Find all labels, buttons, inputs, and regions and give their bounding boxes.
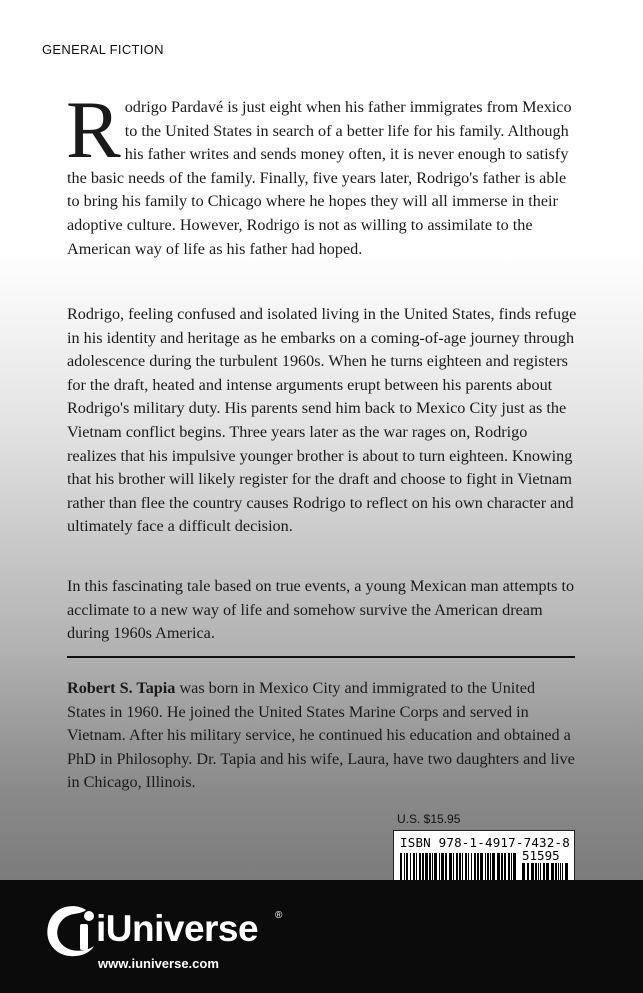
- author-name: Robert S. Tapia: [67, 679, 176, 697]
- price-code: 51595: [522, 848, 560, 863]
- publisher-name: iUniverse: [96, 908, 259, 949]
- synopsis-paragraph-1: [66, 84, 577, 261]
- divider: [67, 656, 575, 658]
- publisher-footer: [0, 880, 643, 993]
- price-label: U.S. $15.95: [397, 812, 461, 826]
- iuniverse-logo-icon: [42, 900, 102, 962]
- registered-mark: ®: [275, 910, 283, 921]
- genre-label: GENERAL FICTION: [42, 42, 164, 57]
- isbn-label: ISBN 978-1-4917-7432-8: [400, 835, 570, 850]
- drop-cap: R: [66, 84, 121, 175]
- publisher-logo: [42, 900, 302, 980]
- synopsis-paragraph-3: In this fascinating tale based on true events, a young Mexican man attempts to acclimate to a new way of life and somehow survive the American dream during 1960s America.: [67, 577, 575, 643]
- author-bio-text: was born in Mexico City and immigrated to the United States in 1960. He joined the United States Marine Corps and served in Vietnam. After his military service, he continued his education and obtained a PhD in Philosophy. Dr. Tapia and his wife, Laura, have two daughters and live in Chicago, Illinois.: [67, 679, 575, 792]
- author-bio: [67, 677, 577, 795]
- publisher-url: www.iuniverse.com: [98, 956, 219, 971]
- synopsis-paragraph-1-text: odrigo Pardavé is just eight when his father immigrates from Mexico to the United States in search of a better life for his family. Although his father writes and sends money often, it is never enough to satisfy the basic needs of the family. Finally, five years later, Rodrigo's father is able to bring his family to Chicago where he hopes they will all immerse in their adoptive culture. However, Rodrigo is not as willing to assimilate to the American way of life as his father had hoped.: [67, 98, 572, 258]
- synopsis-paragraph-2: Rodrigo, feeling confused and isolated living in the United States, finds refuge in his identity and heritage as he embarks on a coming-of-age journey through adolescence during the turbulent 1960s. When he turns eighteen and registers for the draft, heated and intense arguments erupt between his parents about Rodrigo's military duty. His parents send him back to Mexico City just as the Vietnam conflict begins. Three years later as the war rages on, Rodrigo realizes that his impulsive younger brother is about to turn eighteen. Knowing that his brother will likely register for the draft and choose to fight in Vietnam rather than flee the country causes Rodrigo to reflect on his own character and ultimately face a difficult decision.: [67, 305, 577, 536]
